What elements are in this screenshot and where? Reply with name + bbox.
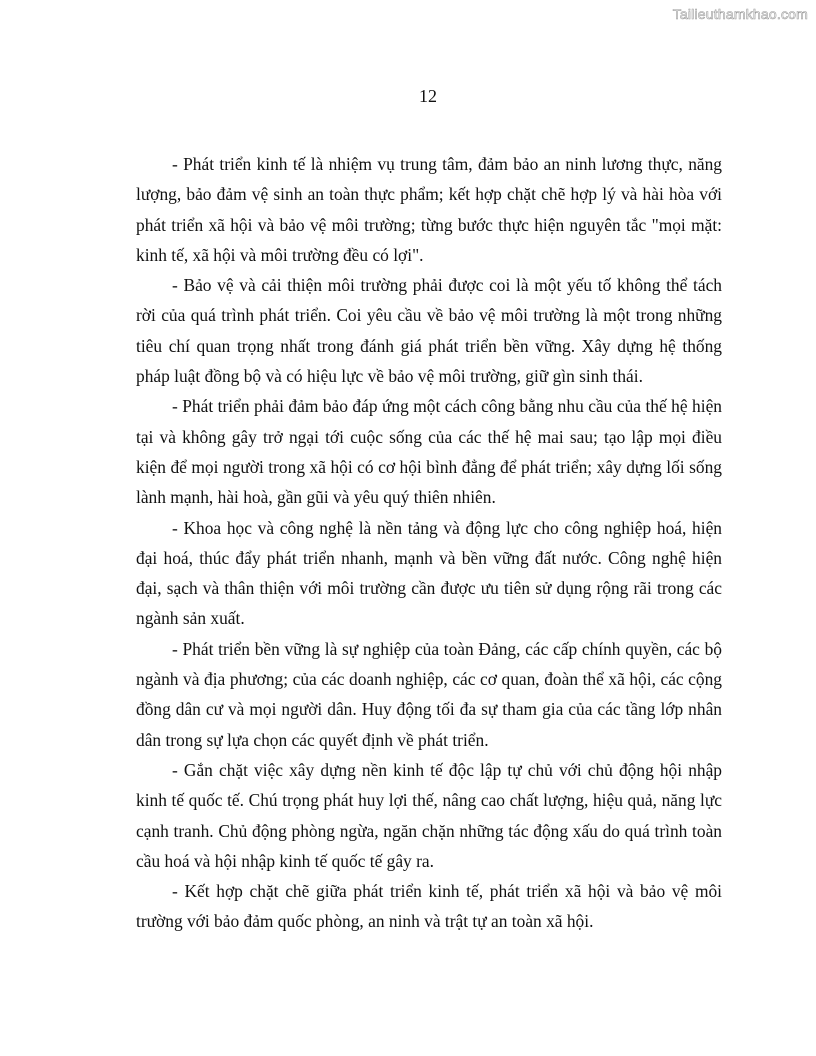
paragraph: - Kết hợp chặt chẽ giữa phát triển kinh tế, phát triển xã hội và bảo vệ môi trường với bảo đảm quốc phòng, an ninh và trật tự an toàn xã hội.	[136, 881, 722, 932]
paragraph: - Bảo vệ và cải thiện môi trường phải được coi là một yếu tố không thể tách rời của quá trình phát triển. Coi yêu cầu về bảo vệ môi trường là một trong những tiêu chí quan trọng nhất trong đánh giá phát triển bền vững. Xây dựng hệ thống pháp luật đồng bộ và có hiệu lực về bảo vệ môi trường, giữ gìn sinh thái.	[136, 275, 722, 387]
paragraph: - Khoa học và công nghệ là nền tảng và động lực cho công nghiệp hoá, hiện đại hoá, thúc đẩy phát triển nhanh, mạnh và bền vững đất nước. Công nghệ hiện đại, sạch và thân thiện với môi trường cần được ưu tiên sử dụng rộng rãi trong các ngành sản xuất.	[136, 517, 722, 629]
document-body	[136, 149, 722, 937]
watermark-text: Tailieuthamkhao.com	[672, 6, 808, 22]
page-number: 12	[419, 86, 437, 106]
paragraph: - Phát triển kinh tế là nhiệm vụ trung tâm, đảm bảo an ninh lương thực, năng lượng, bảo đảm vệ sinh an toàn thực phẩm; kết hợp chặt chẽ hợp lý và hài hòa với phát triển xã hội và bảo vệ môi trường; từng bước thực hiện nguyên tắc "mọi mặt: kinh tế, xã hội và môi trường đều có lợi".	[136, 154, 722, 265]
paragraph: - Phát triển bền vững là sự nghiệp của toàn Đảng, các cấp chính quyền, các bộ ngành và địa phương; của các doanh nghiệp, các cơ quan, đoàn thể xã hội, các cộng đồng dân cư và mọi người dân. Huy động tối đa sự tham gia của các tầng lớp nhân dân trong sự lựa chọn các quyết định về phát triển.	[136, 638, 722, 750]
paragraph: - Gắn chặt việc xây dựng nền kinh tế độc lập tự chủ với chủ động hội nhập kinh tế quốc tế. Chú trọng phát huy lợi thế, nâng cao chất lượng, hiệu quả, năng lực cạnh tranh. Chủ động phòng ngừa, ngăn chặn những tác động xấu do quá trình toàn cầu hoá và hội nhập kinh tế quốc tế gây ra.	[136, 759, 722, 871]
paragraph: - Phát triển phải đảm bảo đáp ứng một cách công bằng nhu cầu của thế hệ hiện tại và không gây trở ngại tới cuộc sống của các thế hệ mai sau; tạo lập mọi điều kiện để mọi người trong xã hội có cơ hội bình đẳng để phát triển; xây dựng lối sống lành mạnh, hài hoà, gần gũi và yêu quý thiên nhiên.	[136, 396, 722, 508]
